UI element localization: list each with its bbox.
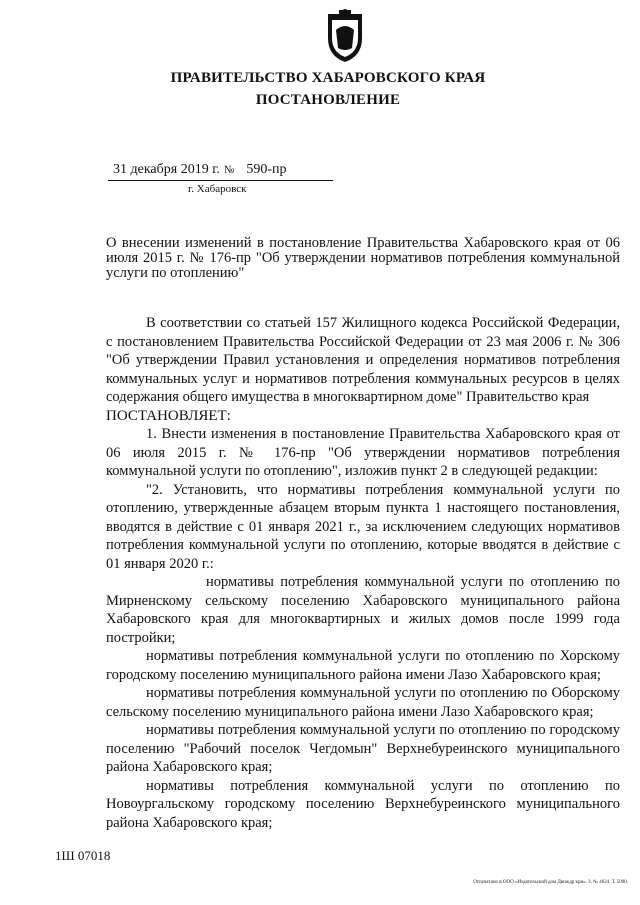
decree-date: 31 декабря 2019 г. xyxy=(113,162,220,177)
printer-note: Отпечатано в ООО «Издательский дом Движдр кри». З. № 4624. Т. 5000. xyxy=(473,880,628,885)
norm-paragraph-3: нормативы потребления коммунальной услуги по отоплению по Оборскому сельскому поселению муниципального района имени Лазо Хабаровского края; xyxy=(106,685,620,720)
item-2-paragraph: "2. Установить, что нормативы потребления коммунальной услуги по отоплению, утвержденные абзацем вторым пункта 1 настоящего постановления, вводятся в действие с 01 января 2021 г., за исключением следующих нормативов потребления коммунальной услуги по отоплению, которые вводятся в действие с 01 января 2020 г.: xyxy=(106,481,620,572)
norm-paragraph-1: нормативы потребления коммунальной услуги по отоплению по Мирненскому сельскому поселению Хабаровского муниципального района Хабаровского края для многоквартирных и жилых домов после 1999 года постройки; xyxy=(106,574,620,646)
date-underline xyxy=(108,180,333,181)
number-label: № xyxy=(223,164,235,176)
norm-paragraph-2: нормативы потребления коммунальной услуги по отоплению по Хорскому городскому поселению муниципального района имени Лазо Хабаровского края; xyxy=(106,648,620,683)
decree-title: О внесении изменений в постановление Правительства Хабаровского края от 06 июля 2015 г. № 176-пр "Об утверждении нормативов потребления коммунальной услуги по отоплению" xyxy=(106,235,620,281)
document-type: ПОСТАНОВЛЕНИЕ xyxy=(255,92,401,108)
item-1-paragraph: 1. Внести изменения в постановление Правительства Хабаровского края от 06 июля 2015 г. № 176-пр "Об утверждении нормативов потребления коммунальной услуги по отоплению", изложив пункт 2 в следующей редакции: xyxy=(106,426,620,479)
decree-number: 590-пр xyxy=(246,162,287,177)
norm-paragraph-4: нормативы потребления коммунальной услуги по отоплению по городскому поселению "Рабочий поселок Чегдомын" Верхнебуреинского муниципального района Хабаровского края; xyxy=(106,722,620,775)
coat-of-arms-icon xyxy=(322,8,368,64)
norm-paragraph-5: нормативы потребления коммунальной услуги по отоплению по Новоургальскому городскому поселению Верхнебуреинского муниципального района Хабаровского края; xyxy=(106,777,620,831)
city: г. Хабаровск xyxy=(188,183,247,195)
decree-body xyxy=(106,314,620,832)
preamble-paragraph: В соответствии со статьей 157 Жилищного кодекса Российской Федерации, с постановлением Правительства Российской Федерации от 23 мая 2006 г. № 306 "Об утверждении Правил установления и определения нормативов потребления коммунальных услуг и нормативов потребления коммунальных ресурсов в целях содержания общего имущества в многоквартирном доме" Правительство края xyxy=(106,315,620,405)
government-name: ПРАВИТЕЛЬСТВО ХАБАРОВСКОГО КРАЯ xyxy=(170,70,486,86)
document-code: 1Ш 07018 xyxy=(55,848,111,863)
date-number-row xyxy=(113,162,287,178)
decree-word: ПОСТАНОВЛЯЕТ: xyxy=(106,407,231,424)
